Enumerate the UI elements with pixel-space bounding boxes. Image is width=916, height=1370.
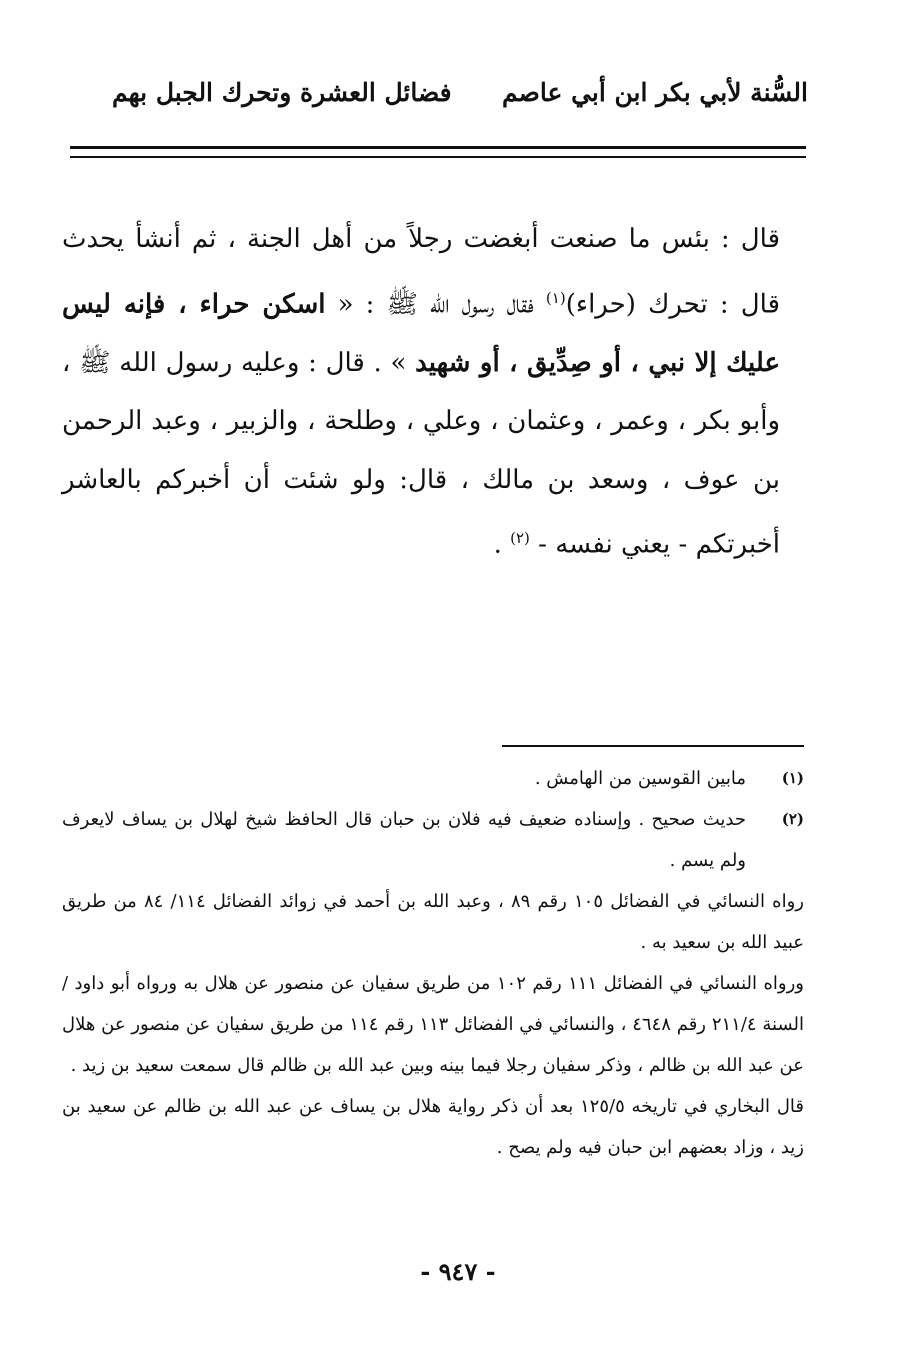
main-text-part-3: » . قال : وعليه رسول الله ﷺ ، وأبو بكر ، وعمر ، وعثمان ، وعلي ، وطلحة ، والزبير ، وعبد الرحمن بن عوف ، وسعد بن مالك ، قال: ولو شئت أن أخبركم بالعاشر أخبرتكم - يعني نفسه - <box>62 347 780 560</box>
footnote-1 <box>62 758 804 799</box>
footnote-paragraph: مابين القوسين من الهامش . <box>534 768 746 789</box>
footnotes <box>62 758 804 1168</box>
header-rule-thick <box>70 146 806 149</box>
footnote-ref-1: (١) <box>545 288 566 307</box>
footnote-number: (٢) <box>781 810 804 828</box>
footnote-number: (١) <box>781 769 804 787</box>
footnote-2 <box>62 799 804 1168</box>
header-rule-thin <box>70 156 806 158</box>
main-text <box>62 210 780 574</box>
footnote-paragraph: رواه النسائي في الفضائل ١٠٥ رقم ٨٩ ، وعبد الله بن أحمد في زوائد الفضائل ١١٤/ ٨٤ من طريق عبيد الله بن سعيد به . <box>62 891 804 953</box>
main-text-part-1: قال : بئس ما صنعت أبغضت رجلاً من أهل الجنة ، ثم أنشأ يحدث قال : تحرك (حراء) <box>62 224 781 320</box>
footnote-paragraph: ورواه النسائي في الفضائل ١١١ رقم ١٠٢ من طريق سفيان عن منصور عن هلال به ورواه أبو داود / السنة ٢١١/٤ رقم ٤٦٤٨ ، والنسائي في الفضائل ١١٣ رقم ١١٤ من طريق سفيان عن منصور عن هلال عن عبد الله بن ظالم ، وذكر سفيان رجلا فيما بينه وبين عبد الله بن ظالم قال سمعت سعيد بن زيد . <box>62 973 804 1076</box>
main-text-part-2: فقال رسول الله ﷺ : « <box>325 289 546 320</box>
footnote-separator <box>502 745 804 747</box>
footnote-paragraph: حديث صحيح . وإسناده ضعيف فيه فلان بن حبان قال الحافظ شيخ لهلال بن يساف لايعرف ولم يسم . <box>62 809 746 871</box>
page-number: - ٩٤٧ - <box>420 1257 496 1286</box>
main-text-part-4: . <box>493 529 511 560</box>
chapter-title: فضائل العشرة وتحرك الجبل بهم <box>112 78 452 107</box>
footnote-ref-2: (٢) <box>510 529 530 548</box>
running-header <box>90 78 826 128</box>
footnote-paragraph: قال البخاري في تاريخه ١٢٥/٥ بعد أن ذكر رواية هلال بن يساف عن عبد الله بن ظالم عن سعيد بن زيد ، وزاد بعضهم ابن حبان فيه ولم يصح . <box>62 1096 804 1158</box>
book-title: السُّنة لأبي بكر ابن أبي عاصم <box>501 78 808 107</box>
hadith-quote: اسكن حراء ، فإنه ليس عليك إلا نبي ، أو صِدِّيق ، أو شهيد <box>62 289 781 378</box>
